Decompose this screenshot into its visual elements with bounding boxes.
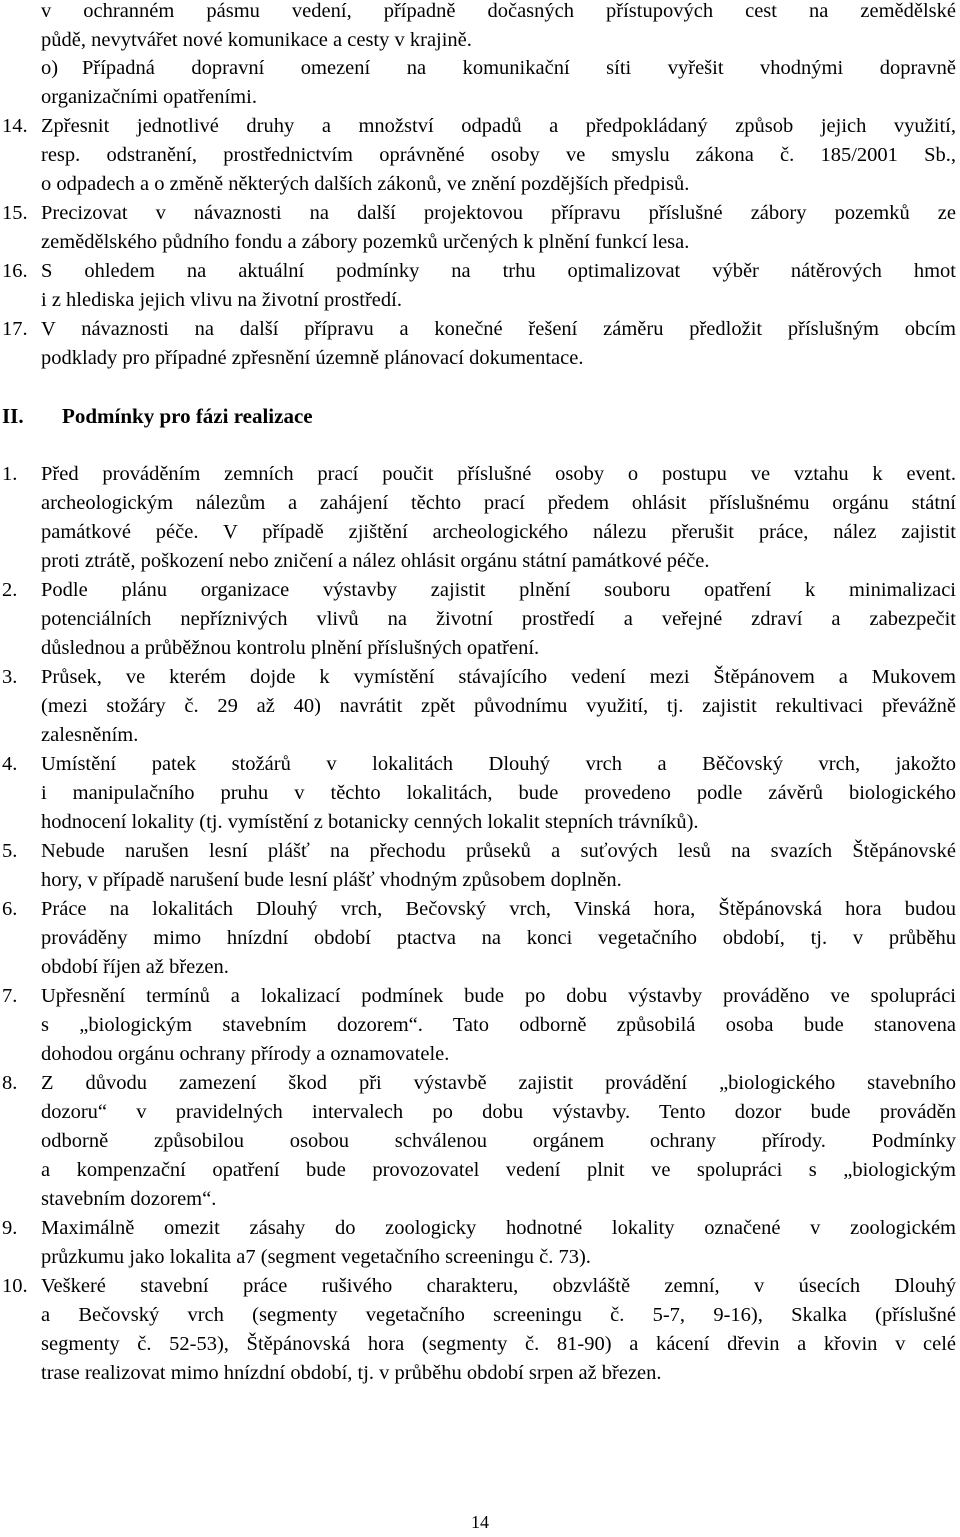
paragraph-text: Průsek, ve kterém dojde k vymístění stávajícího vedení mezi Štěpánovem a Mukovem (mezi stožáry č. 29 až 40) navrátit zpět původnímu využití, tj. zajistit rekultivaci převážně zalesněním. — [41, 666, 956, 746]
section-title: Podmínky pro fázi realizace — [62, 404, 313, 428]
document-page: v ochranném pásmu vedení, případně dočasných přístupových cest na zemědělské půdě, nevytvářet nové komunikace a cesty v krajině. o) Případná dopravní omezení na komunikační síti vyřešit vhodnými dopravně organizačními opatřeními. 14. Zpřesnit jednotlivé druhy a množství odpadů a předpokládaný způsob jejich využití, resp. odstranění, prostřednictvím oprávněné osoby ve smyslu zákona č. 185/2001 Sb., o odpadech a o změně některých dalších zákonů, ve znění pozdějších předpisů. 15. Precizovat v návaznosti na další projektovou přípravu příslušné zábory pozemků ze zemědělského půdního fondu a zábory pozemků určených k plnění funkcí lesa. 16. S ohledem na aktuální podmínky na trhu optimalizovat výběr nátěrových hmot i z hlediska jejich vlivu na životní prostředí. 17. V návaznosti na další přípravu a konečné řešení záměru předložit příslušným obcím podklady pro případné zpřesnění územně plánovací dokumentace. II. Podmínky pro fázi realizace 1. Před prováděním zemních prací poučit příslušné osoby o postupu ve vztahu k event. archeologickým nálezům a zahájení těchto prací předem ohlásit příslušnému orgánu státní památkové péče. V případě zjištění archeologického nálezu přerušit práce, nález zajistit proti ztrátě, poškození nebo zničení a nález ohlásit orgánu státní památkové péče. 2. Podle plánu organizace výstavby zajistit plnění souboru opatření k minimalizaci potenciálních nepříznivých vlivů na životní prostředí a veřejné zdraví a zabezpečit důslednou a průběžnou kontrolu plnění příslušných opatření. 3. Průsek, ve kterém dojde k vymístění stávajícího vedení mezi Štěpánovem a Mukovem (mezi stožáry č. 29 až 40) navrátit zpět původnímu využití, tj. zajistit rekultivaci převážně zalesněním. 4. Umístění patek stožárů v lokalitách Dlouhý vrch a Běčovský vrch, jakožto i manipulačního pruhu v těchto lokalitách, bude provedeno podle závěrů biologického hodnocení lokality (tj. vymístění z botanicky cenných lokalit stepních trávníků). 5. Nebude narušen lesní plášť na přechodu průseků a suťových lesů na svazích Štěpánovské hory, v případě narušení bude lesní plášť vhodným způsobem doplněn. 6. Práce na lokalitách Dlouhý vrch, Bečovský vrch, Vinská hora, Štěpánovská hora budou prováděny mimo hnízdní období ptactva na konci vegetačního období, tj. v průběhu období říjen až březen. 7. Upřesnění termínů a lokalizací podmínek bude po dobu výstavby prováděno ve spolupráci s „biologickým stavebním dozorem“. Tato odborně způsobilá osoba bude stanovena dohodou orgánu ochrany přírody a oznamovatele. 8. Z důvodu zamezení škod při výstavbě zajistit provádění „biologického stavebního dozoru“ v pravidelných intervalech po dobu výstavby. Tento dozor bude prováděn odborně způsobilou osobou schválenou orgánem ochrany přírody. Podmínky a kompenzační opatření bude provozovatel vedení plnit ve spolupráci s „biologickým stavebním dozorem“. 9. Maximálně omezit zásahy do zoologicky hodnotné lokality označené v zoologickém průzkumu jako lokalita a7 (segment vegetačního screeningu č. 73). 10. Veškeré stavební práce rušivého charakteru, obzvláště zemní, v úsecích Dlouhý a Bečovský vrch (segmenty vegetačního screeningu č. 5-7, 9-16), Skalka (příslušné segmenty č. 52-53), Štěpánovská hora (segmenty č. 81-90) a kácení dřevin a křovin v celé trase realizovat mimo hnízdní období, tj. v průběhu období srpen až březen. 14 — [0, 0, 960, 1533]
section-number: II. — [2, 404, 24, 428]
paragraph-text: v ochranném pásmu vedení, případně dočasných přístupových cest na zemědělské půdě, nevytvářet nové komunikace a cesty v krajině. — [41, 0, 956, 51]
paragraph-text: Před prováděním zemních prací poučit příslušné osoby o postupu ve vztahu k event. archeologickým nálezům a zahájení těchto prací předem ohlásit příslušnému orgánu státní památkové péče. V případě zjištění archeologického nálezu přerušit práce, nález zajistit proti ztrátě, poškození nebo zničení a nález ohlásit orgánu státní památkové péče. — [41, 463, 956, 572]
item-number: 5. — [2, 840, 18, 862]
paragraph-text: Precizovat v návaznosti na další projektovou přípravu příslušné zábory pozemků ze zemědělského půdního fondu a zábory pozemků určených k plnění funkcí lesa. — [41, 202, 956, 253]
paragraph-text: Zpřesnit jednotlivé druhy a množství odpadů a předpokládaný způsob jejich využití, resp. odstranění, prostřednictvím oprávněné osoby ve smyslu zákona č. 185/2001 Sb., o odpadech a o změně některých dalších zákonů, ve znění pozdějších předpisů. — [41, 115, 956, 195]
paragraph-text: Z důvodu zamezení škod při výstavbě zajistit provádění „biologického stavebního dozoru“ v pravidelných intervalech po dobu výstavby. Tento dozor bude prováděn odborně způsobilou osobou schválenou orgánem ochrany přírody. Podmínky a kompenzační opatření bude provozovatel vedení plnit ve spolupráci s „biologickým stavebním dozorem“. — [41, 1072, 956, 1210]
item-number: 3. — [2, 666, 18, 688]
item-number: 2. — [2, 579, 18, 601]
item-number: o) — [41, 57, 59, 79]
paragraph-text: Umístění patek stožárů v lokalitách Dlouhý vrch a Běčovský vrch, jakožto i manipulačního pruhu v těchto lokalitách, bude provedeno podle závěrů biologického hodnocení lokality (tj. vymístění z botanicky cenných lokalit stepních trávníků). — [41, 753, 956, 833]
page-number: 14 — [471, 1512, 489, 1532]
item-number: 16. — [2, 260, 28, 282]
item-number: 14. — [2, 115, 28, 137]
item-number: 17. — [2, 318, 28, 340]
paragraph-text: V návaznosti na další přípravu a konečné řešení záměru předložit příslušným obcím podklady pro případné zpřesnění územně plánovací dokumentace. — [41, 318, 956, 369]
paragraph-text: Nebude narušen lesní plášť na přechodu průseků a suťových lesů na svazích Štěpánovské hory, v případě narušení bude lesní plášť vhodným způsobem doplněn. — [41, 840, 956, 891]
paragraph-text: Podle plánu organizace výstavby zajistit plnění souboru opatření k minimalizaci potenciálních nepříznivých vlivů na životní prostředí a veřejné zdraví a zabezpečit důslednou a průběžnou kontrolu plnění příslušných opatření. — [41, 579, 956, 659]
item-number: 15. — [2, 202, 28, 224]
item-number: 8. — [2, 1072, 18, 1094]
item-number: 7. — [2, 985, 18, 1007]
item-number: 6. — [2, 898, 18, 920]
item-number: 9. — [2, 1217, 18, 1239]
paragraph-text: S ohledem na aktuální podmínky na trhu optimalizovat výběr nátěrových hmot i z hlediska jejich vlivu na životní prostředí. — [41, 260, 956, 311]
paragraph-text: Veškeré stavební práce rušivého charakteru, obzvláště zemní, v úsecích Dlouhý a Bečovský vrch (segmenty vegetačního screeningu č. 5-7, 9-16), Skalka (příslušné segmenty č. 52-53), Štěpánovská hora (segmenty č. 81-90) a kácení dřevin a křovin v celé trase realizovat mimo hnízdní období, tj. v průběhu období srpen až březen. — [41, 1275, 956, 1384]
paragraph-text: Práce na lokalitách Dlouhý vrch, Bečovský vrch, Vinská hora, Štěpánovská hora budou prováděny mimo hnízdní období ptactva na konci vegetačního období, tj. v průběhu období říjen až březen. — [41, 898, 956, 978]
item-number: 1. — [2, 463, 18, 485]
paragraph-text: Případná dopravní omezení na komunikační síti vyřešit vhodnými dopravně — [82, 57, 956, 79]
paragraph-text: Upřesnění termínů a lokalizací podmínek bude po dobu výstavby prováděno ve spolupráci s „biologickým stavebním dozorem“. Tato odborně způsobilá osoba bude stanovena dohodou orgánu ochrany přírody a oznamovatele. — [41, 985, 956, 1065]
item-number: 10. — [2, 1275, 28, 1297]
item-number: 4. — [2, 753, 18, 775]
paragraph-text: Maximálně omezit zásahy do zoologicky hodnotné lokality označené v zoologickém průzkumu jako lokalita a7 (segment vegetačního screeningu č. 73). — [41, 1217, 956, 1268]
